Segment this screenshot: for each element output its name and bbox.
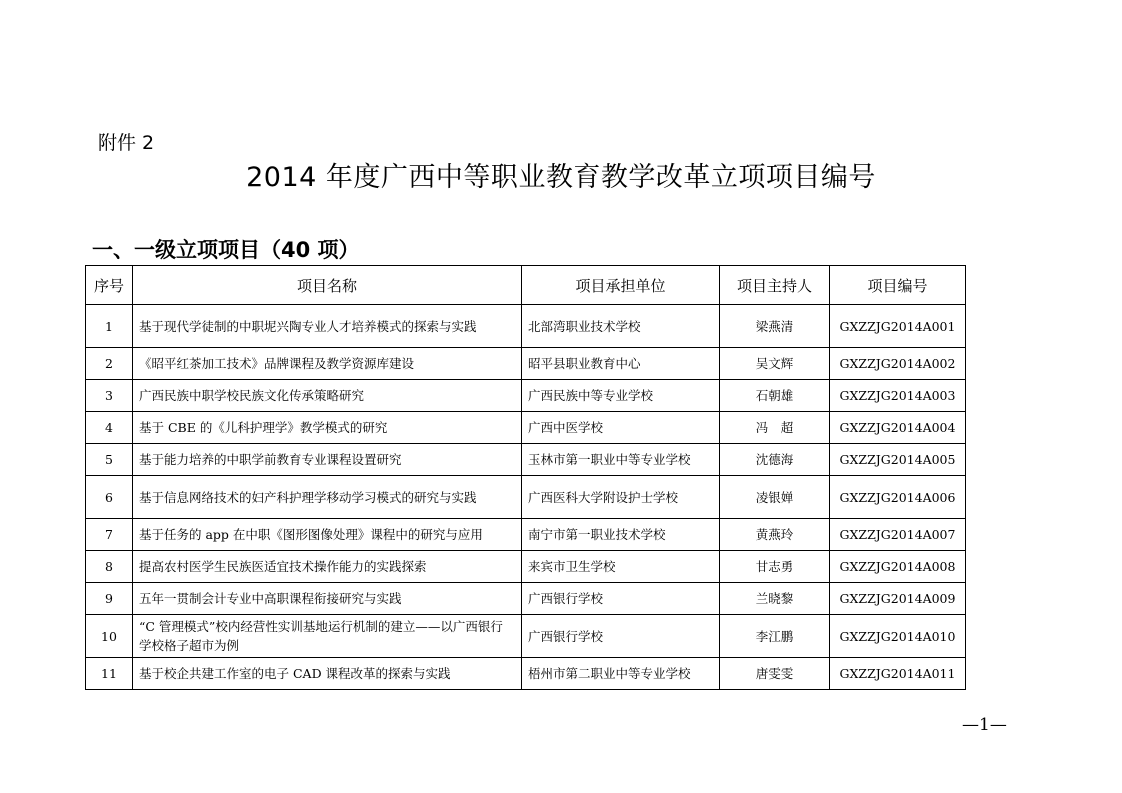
row-code: GXZZJG2014A011 (830, 658, 966, 690)
row-unit: 广西医科大学附设护士学校 (522, 476, 720, 519)
row-unit: 广西银行学校 (522, 583, 720, 615)
row-code: GXZZJG2014A003 (830, 380, 966, 412)
header-name: 项目名称 (133, 266, 522, 305)
row-host: 兰晓黎 (720, 583, 830, 615)
row-project-name: 基于任务的 app 在中职《图形图像处理》课程中的研究与应用 (133, 519, 522, 551)
row-no: 7 (86, 519, 133, 551)
row-code: GXZZJG2014A006 (830, 476, 966, 519)
row-no: 4 (86, 412, 133, 444)
header-host: 项目主持人 (720, 266, 830, 305)
row-code: GXZZJG2014A005 (830, 444, 966, 476)
row-no: 11 (86, 658, 133, 690)
row-host: 唐雯雯 (720, 658, 830, 690)
row-code: GXZZJG2014A002 (830, 348, 966, 380)
row-no: 10 (86, 615, 133, 658)
attachment-label: 附件 2 (98, 132, 155, 154)
project-table (85, 265, 966, 690)
row-code: GXZZJG2014A007 (830, 519, 966, 551)
row-host: 吴文辉 (720, 348, 830, 380)
row-unit: 广西中医学校 (522, 412, 720, 444)
row-project-name: 广西民族中职学校民族文化传承策略研究 (133, 380, 522, 412)
row-host: 凌银婵 (720, 476, 830, 519)
row-host: 冯 超 (720, 412, 830, 444)
page-number: —1— (962, 715, 1007, 735)
row-code: GXZZJG2014A009 (830, 583, 966, 615)
row-project-name: 基于能力培养的中职学前教育专业课程设置研究 (133, 444, 522, 476)
table-row (86, 444, 966, 476)
row-project-name: 提高农村医学生民族医适宜技术操作能力的实践探索 (133, 551, 522, 583)
row-unit: 北部湾职业技术学校 (522, 305, 720, 348)
table-row (86, 615, 966, 658)
row-unit: 来宾市卫生学校 (522, 551, 720, 583)
header-no: 序号 (86, 266, 133, 305)
row-project-name: 基于现代学徒制的中职坭兴陶专业人才培养模式的探索与实践 (133, 305, 522, 348)
row-host: 石朝雄 (720, 380, 830, 412)
row-no: 9 (86, 583, 133, 615)
table-row (86, 658, 966, 690)
row-host: 甘志勇 (720, 551, 830, 583)
row-no: 3 (86, 380, 133, 412)
row-unit: 玉林市第一职业中等专业学校 (522, 444, 720, 476)
page-title: 2014 年度广西中等职业教育教学改革立项项目编号 (246, 162, 876, 193)
row-code: GXZZJG2014A001 (830, 305, 966, 348)
row-no: 1 (86, 305, 133, 348)
table-row (86, 348, 966, 380)
table-row (86, 551, 966, 583)
row-code: GXZZJG2014A010 (830, 615, 966, 658)
row-unit: 广西银行学校 (522, 615, 720, 658)
row-project-name: “C 管理模式”校内经营性实训基地运行机制的建立——以广西银行学校格子超市为例 (133, 615, 522, 658)
table-row (86, 519, 966, 551)
row-unit: 梧州市第二职业中等专业学校 (522, 658, 720, 690)
row-host: 李江鹏 (720, 615, 830, 658)
row-unit: 南宁市第一职业技术学校 (522, 519, 720, 551)
header-code: 项目编号 (830, 266, 966, 305)
row-no: 6 (86, 476, 133, 519)
row-project-name: 基于信息网络技术的妇产科护理学移动学习模式的研究与实践 (133, 476, 522, 519)
row-code: GXZZJG2014A008 (830, 551, 966, 583)
row-no: 2 (86, 348, 133, 380)
row-no: 8 (86, 551, 133, 583)
row-project-name: 五年一贯制会计专业中高职课程衔接研究与实践 (133, 583, 522, 615)
row-host: 沈德海 (720, 444, 830, 476)
table-row (86, 583, 966, 615)
table-row (86, 380, 966, 412)
table-row (86, 412, 966, 444)
header-unit: 项目承担单位 (522, 266, 720, 305)
row-host: 梁燕清 (720, 305, 830, 348)
table-row (86, 305, 966, 348)
row-project-name: 《昭平红茶加工技术》品牌课程及教学资源库建设 (133, 348, 522, 380)
table-header-row (86, 266, 966, 305)
table-row (86, 476, 966, 519)
row-unit: 昭平县职业教育中心 (522, 348, 720, 380)
section-title: 一、一级立项项目（40 项） (92, 238, 360, 262)
row-unit: 广西民族中等专业学校 (522, 380, 720, 412)
row-host: 黄燕玲 (720, 519, 830, 551)
row-no: 5 (86, 444, 133, 476)
row-code: GXZZJG2014A004 (830, 412, 966, 444)
row-project-name: 基于校企共建工作室的电子 CAD 课程改革的探索与实践 (133, 658, 522, 690)
row-project-name: 基于 CBE 的《儿科护理学》教学模式的研究 (133, 412, 522, 444)
